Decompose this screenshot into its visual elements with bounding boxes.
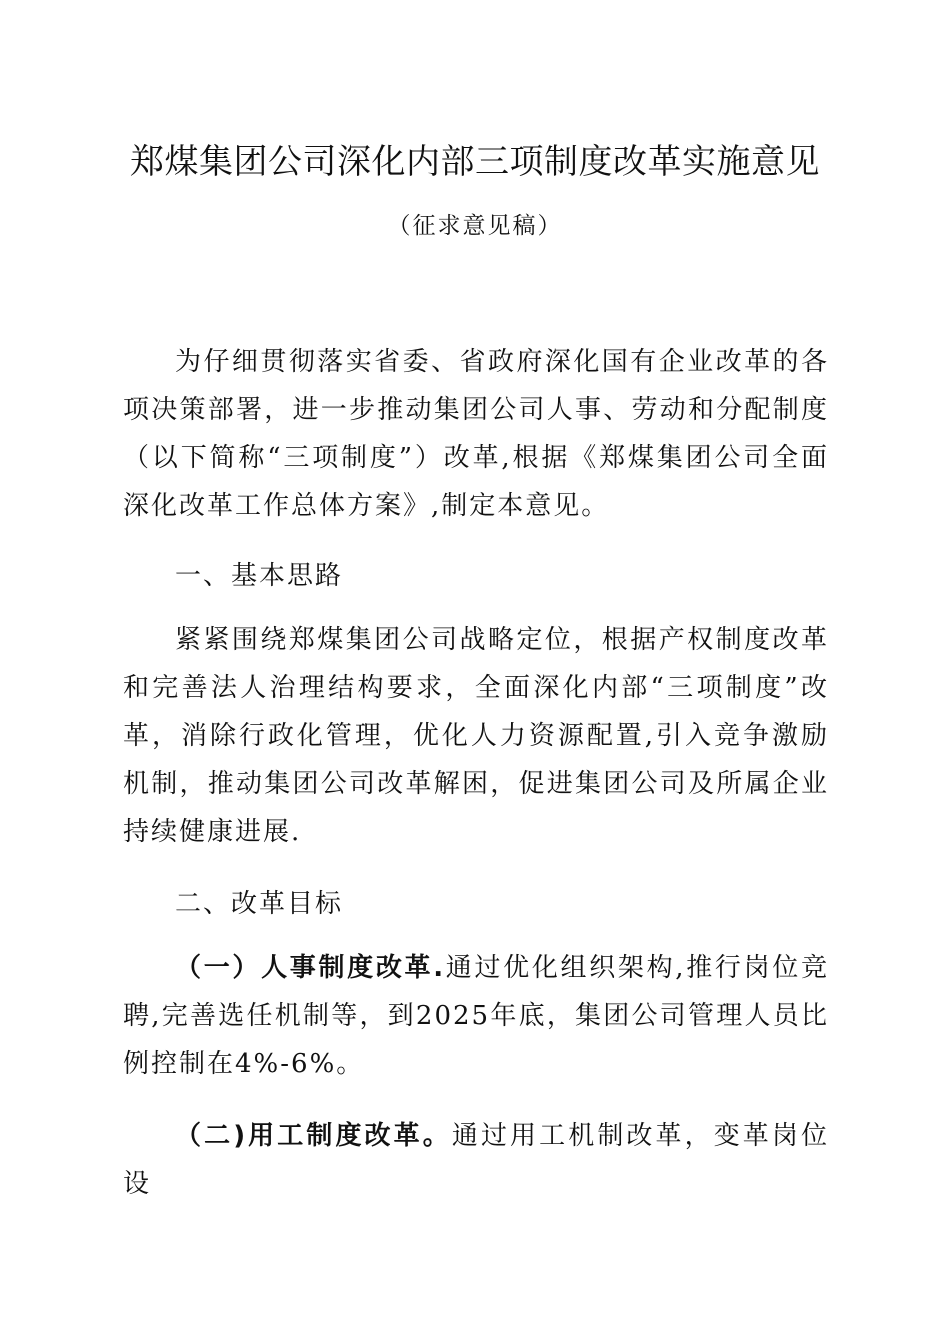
- employment-reform-label: （二)用工制度改革。: [175, 1121, 452, 1151]
- personnel-reform-text: 通过优化组织架构,推行岗位竞聘,完善选任机制等，到2025年底，集团公司管理人员比例控制在4%-6%。: [123, 953, 829, 1079]
- basic-approach-paragraph: 紧紧围绕郑煤集团公司战略定位，根据产权制度改革和完善法人治理结构要求，全面深化内部“三项制度”改革，消除行政化管理，优化人力资源配置,引入竞争激励机制，推动集团公司改革解困，促进集团公司及所属企业持续健康进展.: [123, 625, 829, 847]
- personnel-reform-label: （一）人事制度改革.: [175, 953, 446, 983]
- employment-reform-paragraph: [123, 1112, 829, 1208]
- document-subtitle: （征求意见稿）: [387, 213, 563, 239]
- section-heading-basic-approach: 一、基本思路: [175, 561, 344, 591]
- personnel-reform-paragraph: [123, 944, 829, 1088]
- section-heading-reform-goals: 二、改革目标: [175, 889, 344, 919]
- intro-paragraph: 为仔细贯彻落实省委、省政府深化国有企业改革的各项决策部署，进一步推动集团公司人事、劳动和分配制度（以下简称“三项制度”）改革,根据《郑煤集团公司全面深化改革工作总体方案》,制定本意见。: [123, 347, 829, 521]
- document-title: 郑煤集团公司深化内部三项制度改革实施意见: [130, 142, 820, 182]
- employment-reform-text: 通过用工机制改革，变革岗位设: [123, 1121, 829, 1199]
